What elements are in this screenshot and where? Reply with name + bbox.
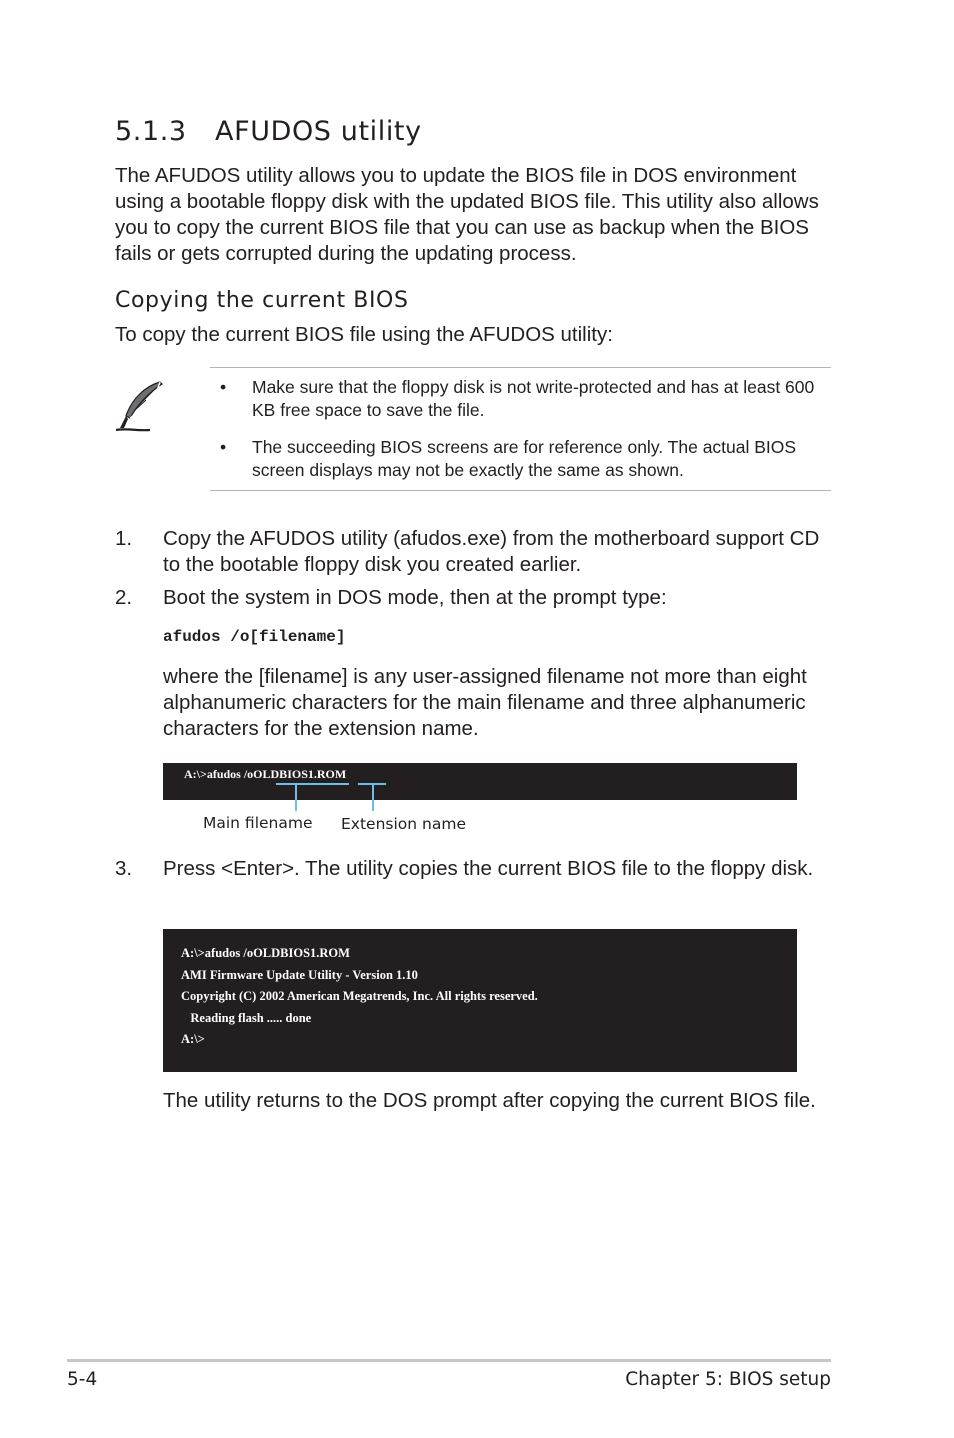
note-list [216, 376, 830, 496]
step-number: 2. [115, 586, 133, 609]
chapter-title: Chapter 5: BIOS setup [625, 1369, 831, 1390]
terminal-line: A:\> [181, 1032, 205, 1046]
note-item [216, 376, 830, 422]
main-filename-pointer [295, 784, 297, 811]
feather-pen-icon [112, 378, 168, 436]
command-syntax: afudos /o[filename] [163, 628, 346, 646]
note-item [216, 436, 830, 482]
terminal-line: AMI Firmware Update Utility - Version 1.10 [181, 967, 418, 982]
page-number: 5-4 [67, 1369, 98, 1390]
terminal-lines [181, 943, 538, 1051]
step-item [115, 526, 835, 578]
section-title: AFUDOS utility [215, 116, 422, 147]
section-number: 5.1.3 [115, 116, 187, 147]
step-text: Press <Enter>. The utility copies the current BIOS file to the floppy disk. [163, 857, 814, 880]
bullet-glyph: • [220, 377, 227, 397]
note-top-rule [210, 367, 831, 368]
terminal-line: Copyright (C) 2002 American Megatrends, Inc. All rights reserved. [181, 989, 538, 1003]
note-bottom-rule [210, 490, 831, 491]
extension-name-label: Extension name [341, 815, 466, 833]
step-item [115, 856, 835, 882]
returns-paragraph: The utility returns to the DOS prompt after copying the current BIOS file. [163, 1089, 816, 1112]
step-3 [115, 856, 835, 882]
subsection-title: Copying the current BIOS [115, 288, 409, 313]
subsection-lead: To copy the current BIOS file using the AFUDOS utility: [115, 323, 613, 346]
terminal-line: A:\>afudos /oOLDBIOS1.ROM [181, 946, 350, 960]
terminal-line: Reading flash ..... done [181, 1010, 312, 1025]
steps-list [115, 526, 835, 611]
step-text: Copy the AFUDOS utility (afudos.exe) from the motherboard support CD to the bootable floppy disk you created earlier. [163, 527, 820, 576]
step-item [115, 585, 835, 611]
step-text: Boot the system in DOS mode, then at the prompt type: [163, 586, 667, 609]
example-command: A:\>afudos /oOLDBIOS1.ROM [184, 767, 347, 781]
step-number: 1. [115, 527, 133, 550]
intro-paragraph: The AFUDOS utility allows you to update the BIOS file in DOS environment using a bootable floppy disk with the updated BIOS file. This utility also allows you to copy the current BIOS file that you can use as backup when the BIOS fails or gets corrupted during the updating process. [115, 164, 819, 265]
filename-explanation: where the [filename] is any user-assigned filename not more than eight alphanumeric characters for the main filename and three alphanumeric characters for the extension name. [163, 665, 807, 740]
step-number: 3. [115, 857, 133, 880]
note-item-text: The succeeding BIOS screens are for reference only. The actual BIOS screen displays may not be exactly the same as shown. [252, 437, 797, 480]
note-item-text: Make sure that the floppy disk is not write-protected and has at least 600 KB free space to save the file. [252, 377, 815, 420]
main-filename-label: Main filename [203, 814, 313, 832]
main-filename-bracket [276, 783, 349, 785]
section-heading [115, 116, 422, 147]
footer-rule [67, 1359, 831, 1362]
extension-pointer [372, 784, 374, 811]
bullet-glyph: • [220, 437, 227, 457]
